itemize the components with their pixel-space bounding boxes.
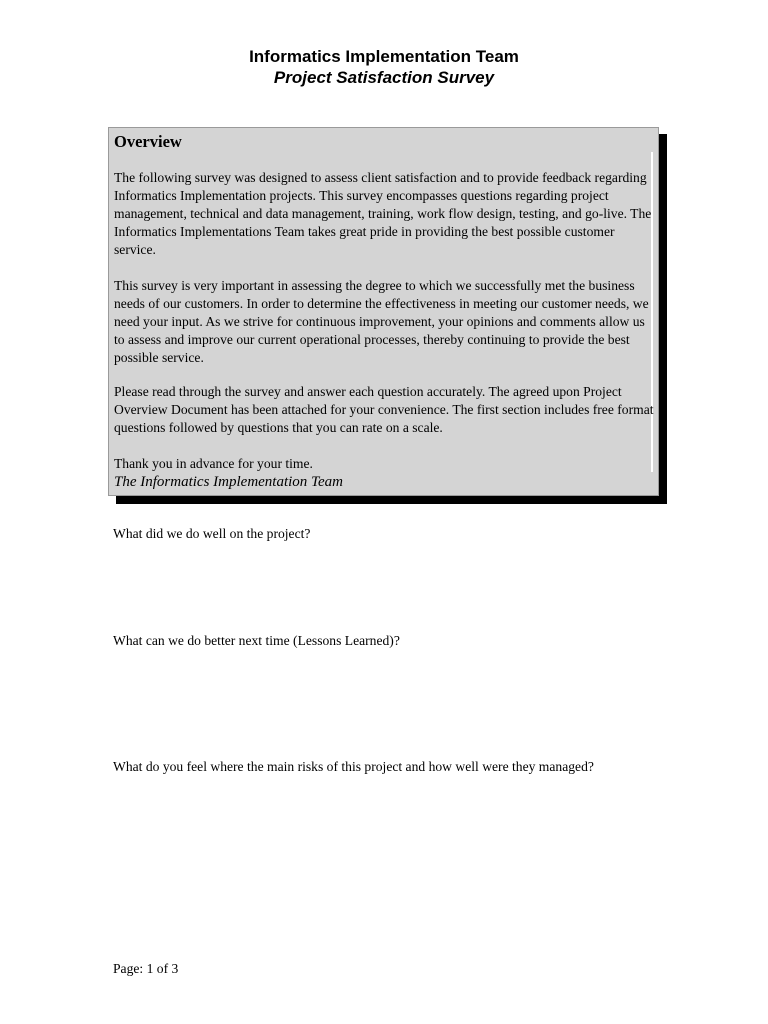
question-2: What can we do better next time (Lessons Learned)? [113, 633, 400, 648]
overview-paragraph-1: The following survey was designed to assess client satisfaction and to provide feedback regarding Informatics Implementation projects. This survey encompasses questions regarding project management, technical and data management, training, work flow design, testing, and go-live. The Informatics Implementations Team takes great pride in providing the best possible customer service. [114, 170, 652, 257]
overview-paragraph-4: Thank you in advance for your time. [114, 456, 313, 471]
overview-signature: The Informatics Implementation Team [114, 474, 344, 490]
document-subtitle: Project Satisfaction Survey [273, 68, 495, 87]
page-number: Page: 1 of 3 [113, 961, 179, 976]
document-header [0, 46, 768, 88]
overview-box [108, 127, 659, 496]
overview-paragraph-2: This survey is very important in assessing the degree to which we successfully met the business needs of our customers. In order to determine the effectiveness in meeting our customer needs, we need your input. As we strive for continuous improvement, your opinions and comments allow us to assess and improve our current operational processes, thereby continuing to provide the best possible service. [114, 278, 649, 365]
overview-paragraph-3: Please read through the survey and answer each question accurately. The agreed upon Project Overview Document has been attached for your convenience. The first section includes free format questions followed by questions that you can rate on a scale. [114, 384, 654, 435]
overview-heading: Overview [114, 132, 182, 151]
document-title: Informatics Implementation Team [249, 47, 519, 66]
question-3: What do you feel where the main risks of this project and how well were they managed? [113, 759, 594, 774]
question-1: What did we do well on the project? [113, 526, 311, 541]
